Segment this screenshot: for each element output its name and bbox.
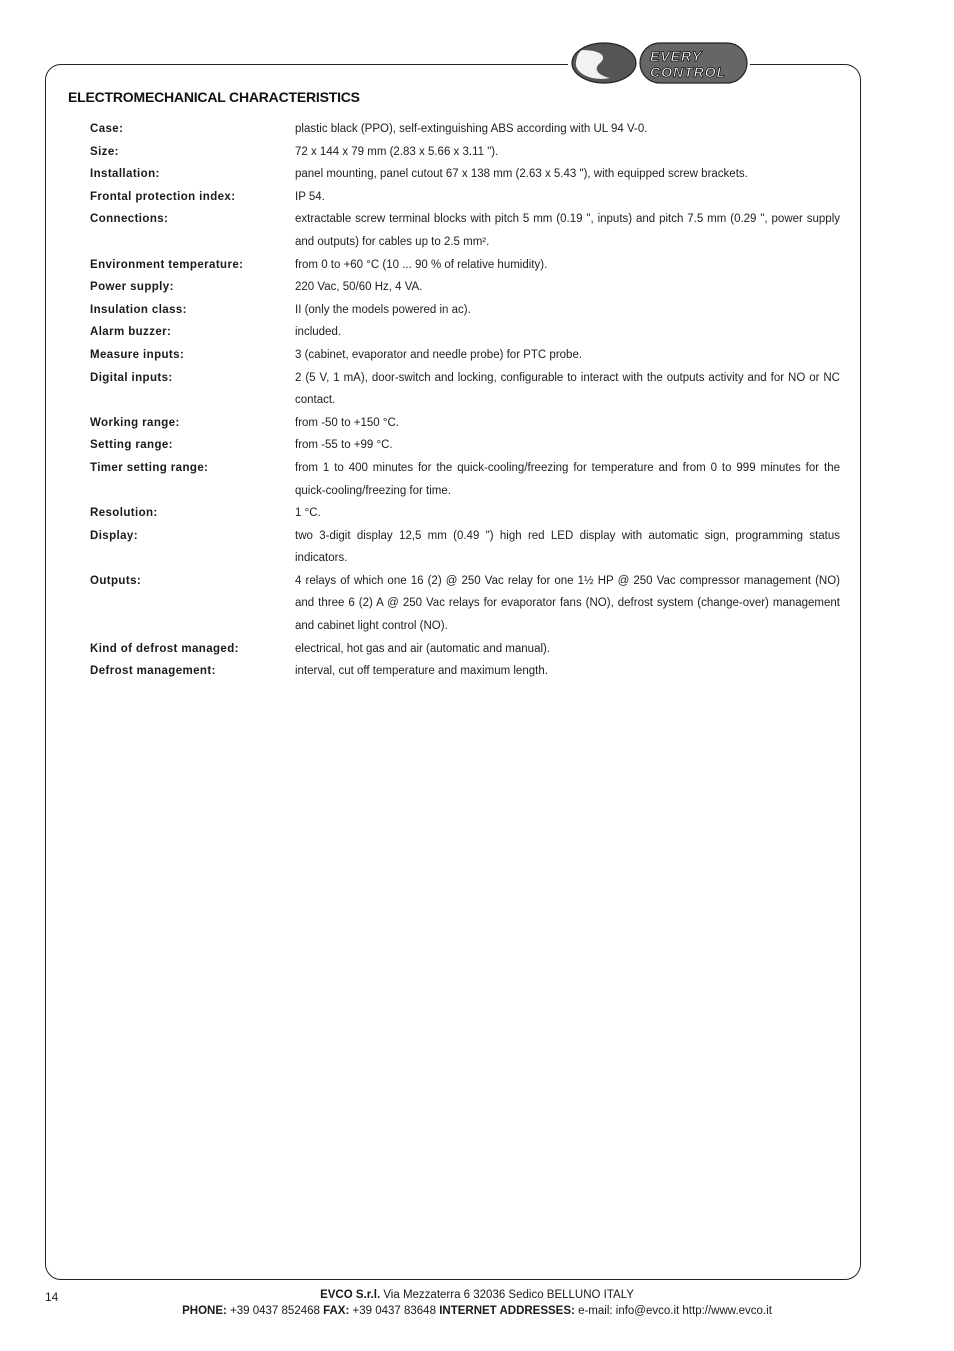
- spec-label: Digital inputs:: [90, 371, 173, 384]
- spec-row: [90, 502, 840, 525]
- spec-value: 2 (5 V, 1 mA), door-switch and locking, configurable to interact with the outputs activity and for NO or NC contact.: [295, 371, 840, 407]
- footer-address-line: [45, 1289, 909, 1301]
- spec-value: 3 (cabinet, evaporator and needle probe) for PTC probe.: [295, 348, 583, 361]
- logo-text-line2: CONTROL: [650, 64, 727, 80]
- spec-label: Environment temperature:: [90, 258, 244, 271]
- spec-row: [90, 163, 840, 186]
- spec-value: II (only the models powered in ac).: [295, 303, 471, 316]
- fax-label: FAX:: [323, 1305, 350, 1317]
- spec-value: 4 relays of which one 16 (2) @ 250 Vac relay for one 1½ HP @ 250 Vac compressor management (NO) and three 6 (2) A @ 250 Vac relays for evaporator fans (NO), defrost system (change-over) management and cabinet light control (NO).: [295, 574, 840, 633]
- spec-label: Defrost management:: [90, 665, 216, 678]
- every-control-logo: [570, 42, 750, 86]
- footer-contact-line: [45, 1305, 909, 1317]
- spec-label: Setting range:: [90, 439, 173, 452]
- spec-row: [90, 299, 840, 322]
- spec-row: [90, 208, 840, 253]
- spec-row: [90, 412, 840, 435]
- spec-row: [90, 141, 840, 164]
- company-name: EVCO S.r.l.: [320, 1289, 381, 1301]
- spec-row: [90, 525, 840, 570]
- spec-row: [90, 434, 840, 457]
- company-address: Via Mezzaterra 6 32036 Sedico BELLUNO ITALY: [383, 1289, 634, 1301]
- spec-row: [90, 570, 840, 638]
- spec-label: Installation:: [90, 168, 160, 181]
- spec-table: [90, 118, 840, 683]
- section-title: ELECTROMECHANICAL CHARACTERISTICS: [68, 89, 360, 105]
- spec-label: Size:: [90, 145, 119, 158]
- page-number: 14: [45, 1290, 59, 1304]
- spec-label: Working range:: [90, 416, 180, 429]
- spec-value: panel mounting, panel cutout 67 x 138 mm (2.63 x 5.43 "), with equipped screw brackets.: [295, 168, 748, 181]
- spec-row: [90, 638, 840, 661]
- spec-label: Alarm buzzer:: [90, 326, 172, 339]
- spec-row: [90, 367, 840, 412]
- spec-label: Insulation class:: [90, 303, 187, 316]
- spec-value: from 0 to +60 °C (10 ... 90 % of relative humidity).: [295, 258, 548, 271]
- spec-label: Display:: [90, 529, 138, 542]
- phone-number: +39 0437 852468: [230, 1305, 320, 1317]
- spec-row: [90, 118, 840, 141]
- spec-value: two 3-digit display 12,5 mm (0.49 ") high red LED display with automatic sign, programming status indicators.: [295, 529, 840, 565]
- spec-value: from -50 to +150 °C.: [295, 416, 399, 429]
- spec-row: [90, 321, 840, 344]
- spec-label: Kind of defrost managed:: [90, 642, 239, 655]
- spec-label: Resolution:: [90, 507, 158, 520]
- fax-number: +39 0437 83648: [352, 1305, 436, 1317]
- spec-row: [90, 186, 840, 209]
- internet-label: INTERNET ADDRESSES:: [439, 1305, 575, 1317]
- spec-value: included.: [295, 326, 342, 339]
- spec-row: [90, 254, 840, 277]
- spec-value: from -55 to +99 °C.: [295, 439, 393, 452]
- spec-value: interval, cut off temperature and maximum length.: [295, 665, 548, 678]
- spec-label: Power supply:: [90, 281, 174, 294]
- spec-value: from 1 to 400 minutes for the quick-cooling/freezing for temperature and from 0 to 999 minutes for the quick-cooling/freezing for time.: [295, 461, 840, 497]
- spec-value: IP 54.: [295, 190, 325, 203]
- spec-label: Connections:: [90, 213, 169, 226]
- spec-label: Measure inputs:: [90, 348, 185, 361]
- spec-label: Case:: [90, 123, 124, 135]
- logo-text-line1: EVERY: [650, 48, 703, 64]
- spec-label: Outputs:: [90, 574, 142, 587]
- spec-value: 220 Vac, 50/60 Hz, 4 VA.: [295, 281, 423, 294]
- spec-row: [90, 344, 840, 367]
- spec-row: [90, 457, 840, 502]
- phone-label: PHONE:: [182, 1305, 227, 1317]
- spec-row: [90, 276, 840, 299]
- internet-addresses: e-mail: info@evco.it http://www.evco.it: [578, 1305, 772, 1317]
- spec-value: electrical, hot gas and air (automatic and manual).: [295, 642, 551, 655]
- spec-label: Frontal protection index:: [90, 190, 236, 203]
- spec-value: plastic black (PPO), self-extinguishing ABS according with UL 94 V-0.: [295, 123, 648, 135]
- spec-value: 1 °C.: [295, 507, 321, 520]
- spec-value: 72 x 144 x 79 mm (2.83 x 5.66 x 3.11 ").: [295, 145, 499, 158]
- spec-label: Timer setting range:: [90, 461, 209, 474]
- spec-row: [90, 660, 840, 683]
- spec-value: extractable screw terminal blocks with pitch 5 mm (0.19 ", inputs) and pitch 7.5 mm (0.29 ", power supply and outputs) for cables up to 2.5 mm².: [295, 213, 840, 248]
